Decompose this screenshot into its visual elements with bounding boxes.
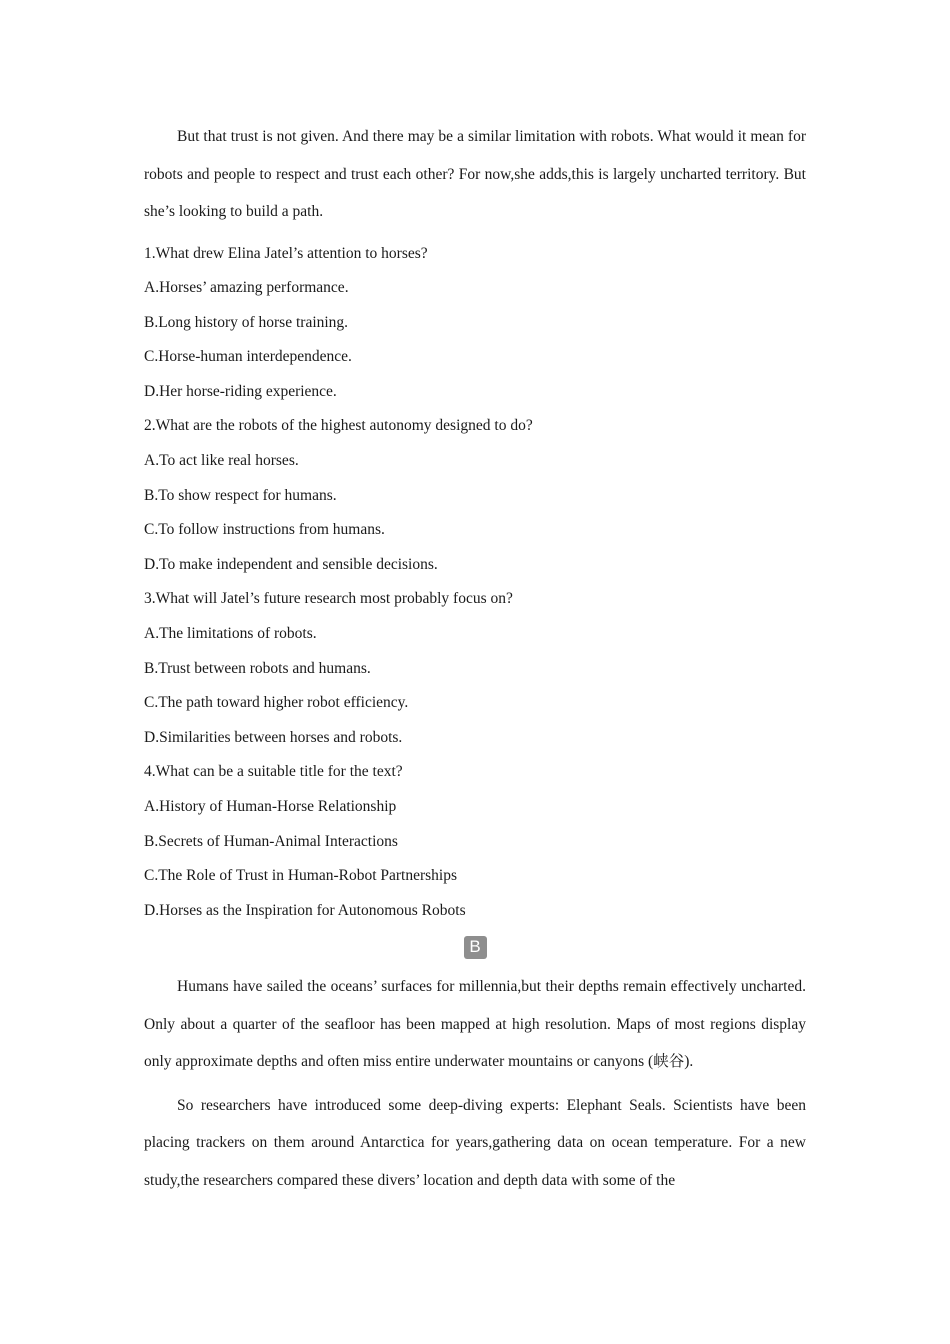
question-3 [144, 582, 806, 755]
answer-option: A.The limitations of robots. [144, 625, 317, 643]
answer-option: B.Long history of horse training. [144, 313, 349, 331]
question-stem: 3.What will Jatel’s future research most probably focus on? [144, 590, 513, 608]
answer-option: D.Horses as the Inspiration for Autonomous Robots [144, 901, 466, 919]
answer-option: D.Similarities between horses and robots. [144, 728, 403, 746]
answer-option: A.To act like real horses. [144, 452, 299, 470]
passage-b-paragraph-1: Humans have sailed the oceans’ surfaces for millennia,but their depths remain effectively uncharted. Only about a quarter of the seafloor has been mapped at high resolution. Maps of most regions display only approximate depths and often miss entire underwater mountains or canyons (峡谷). [144, 978, 806, 1071]
passage-a-paragraph: But that trust is not given. And there may be a similar limitation with robots. What would it mean for robots and people to respect and trust each other? For now,she adds,this is largely uncharted territory. But she’s looking to build a path. [144, 128, 806, 220]
question-4 [144, 755, 806, 928]
question-stem: 2.What are the robots of the highest autonomy designed to do? [144, 417, 533, 435]
answer-option: C.The Role of Trust in Human-Robot Partnerships [144, 867, 458, 885]
answer-option: A.Horses’ amazing performance. [144, 279, 349, 297]
passage-b-paragraph-2: So researchers have introduced some deep-diving experts: Elephant Seals. Scientists have been placing trackers on them around Antarctica for years,gathering data on ocean temperature. For a new study,the researchers compared these divers’ location and depth data with some of the [144, 1096, 806, 1189]
answer-option: D.Her horse-riding experience. [144, 382, 337, 400]
answer-option: B.Trust between robots and humans. [144, 659, 371, 677]
section-b-badge: B [464, 936, 487, 959]
question-2 [144, 409, 806, 582]
question-1 [144, 237, 806, 410]
answer-option: C.The path toward higher robot efficiency. [144, 694, 409, 712]
answer-option: A.History of Human-Horse Relationship [144, 798, 397, 815]
answer-option: D.To make independent and sensible decisions. [144, 555, 438, 573]
section-b-header [144, 932, 806, 962]
answer-option: C.To follow instructions from humans. [144, 521, 385, 539]
answer-option: C.Horse-human interdependence. [144, 348, 352, 366]
answer-option: B.Secrets of Human-Animal Interactions [144, 832, 398, 850]
question-stem: 4.What can be a suitable title for the text? [144, 763, 403, 781]
question-stem: 1.What drew Elina Jatel’s attention to horses? [144, 244, 428, 262]
document-content [144, 118, 806, 1199]
answer-option: B.To show respect for humans. [144, 486, 337, 504]
